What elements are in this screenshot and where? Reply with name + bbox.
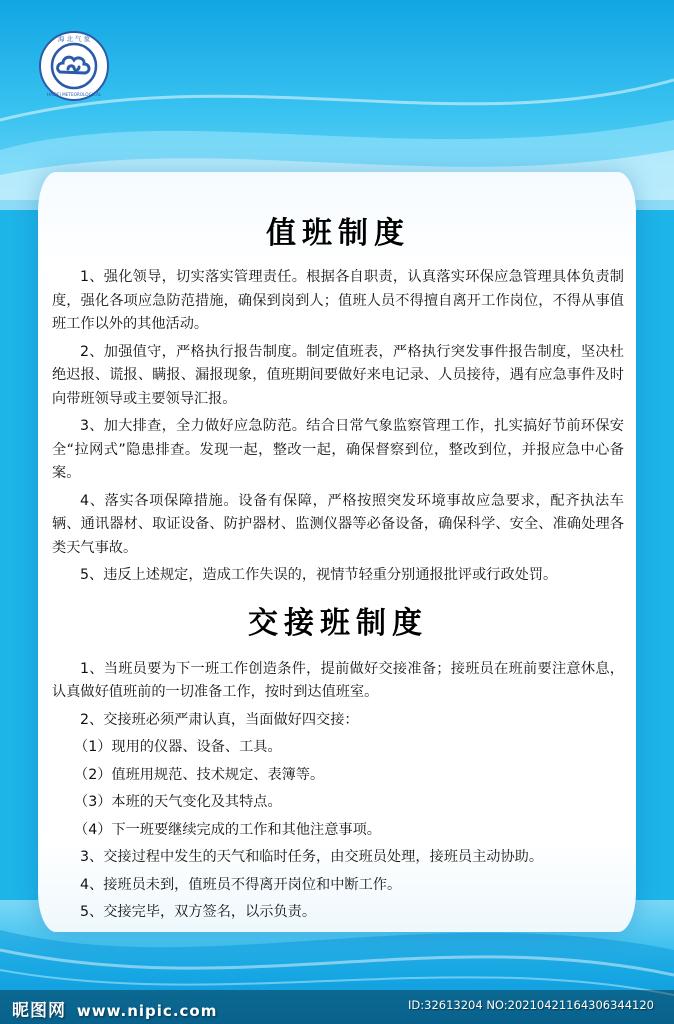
handover-paragraph: 4、接班员未到，值班员不得离开岗位和中断工作。 — [80, 876, 402, 893]
watermark-url: www.nipic.com — [76, 1002, 218, 1020]
duty-paragraph: 4、落实各项保障措施。设备有保障，严格按照突发环境事故应急要求，配齐执法车辆、通讯器材、取证设备、防护器材、监测仪器等必备设备，确保科学、安全、准确处理各类天气事故。 — [52, 492, 624, 556]
duty-paragraph: 1、强化领导，切实落实管理责任。根据各自职责，认真落实环保应急管理具体负责制度，强化各项应急防范措施，确保到岗到人；值班人员不得擅自离开工作岗位，不得从事值班工作以外的其他活动。 — [52, 269, 624, 332]
handover-subitem: （3）本班的天气变化及其特点。 — [74, 794, 282, 810]
handover-paragraph: 1、当班员要为下一班工作创造条件，提前做好交接准备；接班员在班前要注意休息，认真做好值班前的一切准备工作，按时到达值班室。 — [52, 660, 624, 700]
logo-bottom-text: HAIBEI METEOROLOGICAL — [46, 92, 102, 97]
logo — [38, 30, 110, 102]
handover-paragraph: 3、交接过程中发生的天气和临时任务，由交班员处理，接班员主动协助。 — [80, 849, 544, 865]
watermark-brand-name: 昵图网 — [12, 1001, 66, 1021]
handover-subitem: （4）下一班要继续完成的工作和其他注意事项。 — [74, 821, 381, 838]
watermark-id: ID:32613204 NO:20210421164306344120 — [408, 998, 654, 1012]
logo-top-text: 海 北 气 象 — [57, 35, 91, 43]
main-content — [52, 200, 624, 929]
section-title-duty: 值班制度 — [266, 216, 410, 251]
duty-paragraph: 2、加强值守，严格执行报告制度。制定值班表，严格执行突发事件报告制度，坚决杜绝迟报、谎报、瞒报、漏报现象，值班期间要做好来电记录、人员接待，遇有应急事件及时向带班领导或主要领导汇报。 — [52, 343, 624, 407]
duty-paragraph: 5、违反上述规定，造成工作失误的，视情节轻重分别通报批评或行政处罚。 — [80, 567, 558, 583]
handover-paragraph: 5、交接完毕，双方签名，以示负责。 — [80, 904, 317, 920]
duty-paragraph: 3、加大排查，全力做好应急防范。结合日常气象监察管理工作，扎实搞好节前环保安全“拉网式”隐患排查。发现一起，整改一起，确保督察到位，整改到位，并报应急中心备案。 — [52, 418, 624, 481]
section-title-handover: 交接班制度 — [248, 605, 428, 641]
handover-subitem: （1）现用的仪器、设备、工具。 — [74, 739, 282, 755]
watermark-brand — [12, 996, 217, 1021]
handover-paragraph: 2、交接班必须严肃认真，当面做好四交接： — [80, 711, 359, 728]
handover-subitem: （2）值班用规范、技术规定、表簿等。 — [74, 766, 325, 783]
